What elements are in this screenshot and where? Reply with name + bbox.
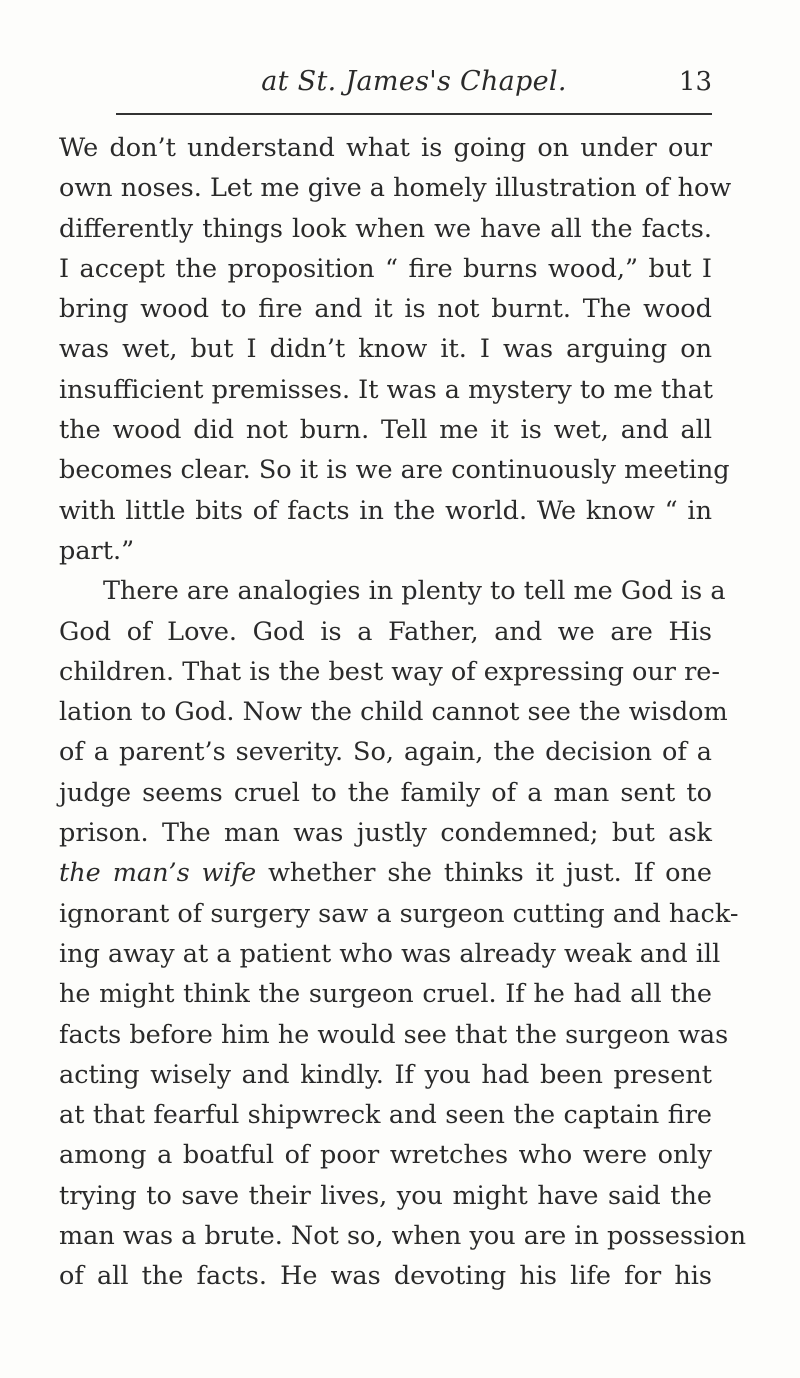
text-line: children. That is the best way of expressing our re- <box>59 656 720 687</box>
text-line: trying to save their lives, you might have said the <box>59 1180 712 1211</box>
text-line: I accept the proposition “ fire burns wood,” but I <box>59 253 712 284</box>
running-head <box>116 62 712 102</box>
italic-phrase: the man’s wife <box>59 858 257 889</box>
page-number: 13 <box>678 67 712 97</box>
text-line: bring wood to fire and it is not burnt. The wood <box>59 294 712 325</box>
paragraph-start-line: There are analogies in plenty to tell me God is a <box>103 576 726 607</box>
text-line: ing away at a patient who was already weak and ill <box>59 938 721 969</box>
text-line: own noses. Let me give a homely illustration of how <box>59 173 732 204</box>
text-line: of a parent’s severity. So, again, the decision of a <box>59 737 712 768</box>
text-line: with little bits of facts in the world. We know “ in <box>59 495 712 526</box>
text-line: ignorant of surgery saw a surgeon cutting and hack- <box>59 898 739 929</box>
text-line: becomes clear. So it is we are continuously meeting <box>59 455 730 486</box>
text-line: lation to God. Now the child cannot see the wisdom <box>59 697 728 728</box>
text-line: insufficient premisses. It was a mystery to me that <box>59 374 714 405</box>
text-line: acting wisely and kindly. If you had been present <box>59 1059 712 1090</box>
text-line: of all the facts. He was devoting his life for his <box>59 1261 712 1292</box>
text-line: differently things look when we have all the facts. <box>59 213 712 244</box>
text-line: We don’t understand what is going on under our <box>59 133 712 163</box>
text-line-remainder: whether she thinks it just. If one <box>268 858 712 889</box>
text-line: prison. The man was justly condemned; but ask <box>59 818 712 849</box>
text-line: among a boatful of poor wretches who were only <box>59 1140 712 1171</box>
body-text <box>59 128 747 1297</box>
text-line: he might think the surgeon cruel. If he had all the <box>59 979 712 1010</box>
text-line: was wet, but I didn’t know it. I was arguing on <box>59 334 712 365</box>
text-line-with-italic <box>59 853 712 893</box>
text-line: at that fearful shipwreck and seen the captain fire <box>59 1100 712 1131</box>
text-line: God of Love. God is a Father, and we are His <box>59 616 712 647</box>
paragraph-end-line: part.” <box>59 535 135 566</box>
text-line: the wood did not burn. Tell me it is wet, and all <box>59 415 712 446</box>
text-line: facts before him he would see that the surgeon was <box>59 1019 729 1050</box>
text-line: judge seems cruel to the family of a man sent to <box>59 777 712 808</box>
running-title: at St. James's Chapel. <box>261 66 567 97</box>
header-rule <box>116 113 712 115</box>
text-line: man was a brute. Not so, when you are in possession <box>59 1221 747 1252</box>
